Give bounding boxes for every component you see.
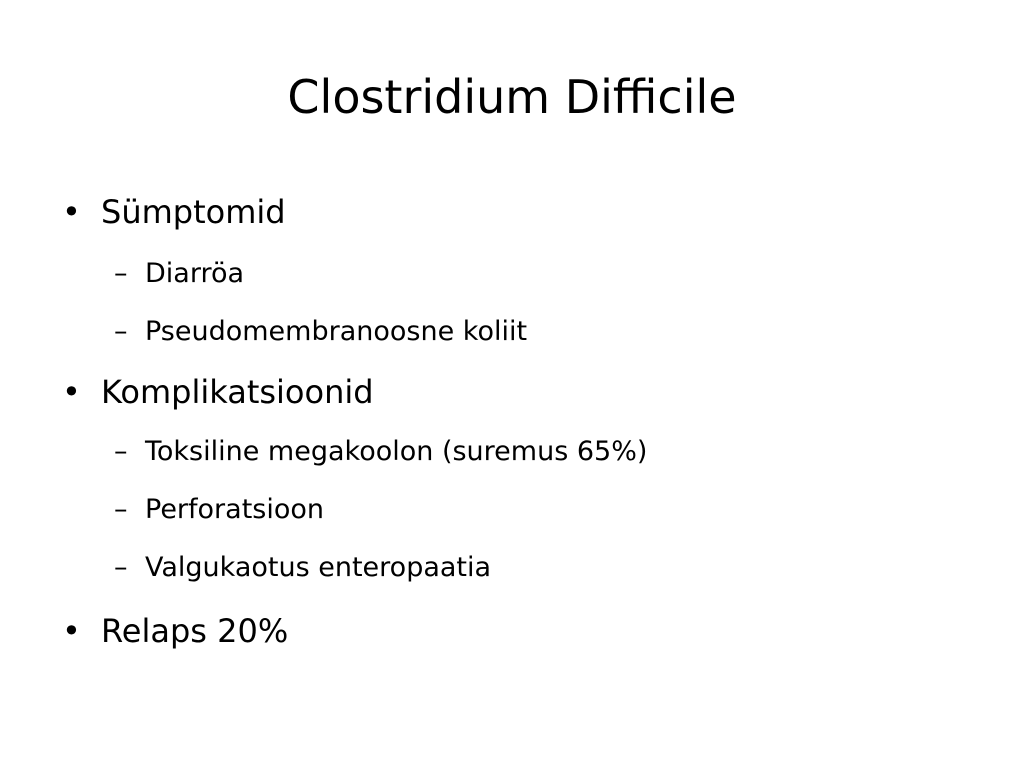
sub-item-text: Toksiline megakoolon (suremus 65%) [145,436,648,467]
dash-marker: – [114,316,128,347]
bullet-item-relapse [62,609,288,653]
sub-item-text: Diarröa [145,258,245,289]
bullet-item-complications [62,370,374,414]
sub-item-text: Valgukaotus enteropaatia [145,552,492,583]
bullet-marker: • [62,193,81,231]
slide-title: Clostridium Difficile [287,70,737,124]
dash-marker: – [114,494,128,525]
sub-item-enteropathy [114,550,491,586]
sub-item-text: Pseudomembranoosne koliit [145,316,528,347]
sub-item-perforation [114,492,324,528]
dash-marker: – [114,258,128,289]
bullet-text: Komplikatsioonid [101,373,374,411]
bullet-text: Relaps 20% [101,612,289,650]
bullet-marker: • [62,612,81,650]
sub-item-megacolon [114,434,647,470]
bullet-text: Sümptomid [101,193,286,231]
bullet-item-symptoms [62,190,286,234]
bullet-marker: • [62,373,81,411]
sub-item-text: Perforatsioon [145,494,325,525]
dash-marker: – [114,552,128,583]
sub-item-diarrhea [114,256,244,292]
sub-item-colitis [114,314,527,350]
dash-marker: – [114,436,128,467]
